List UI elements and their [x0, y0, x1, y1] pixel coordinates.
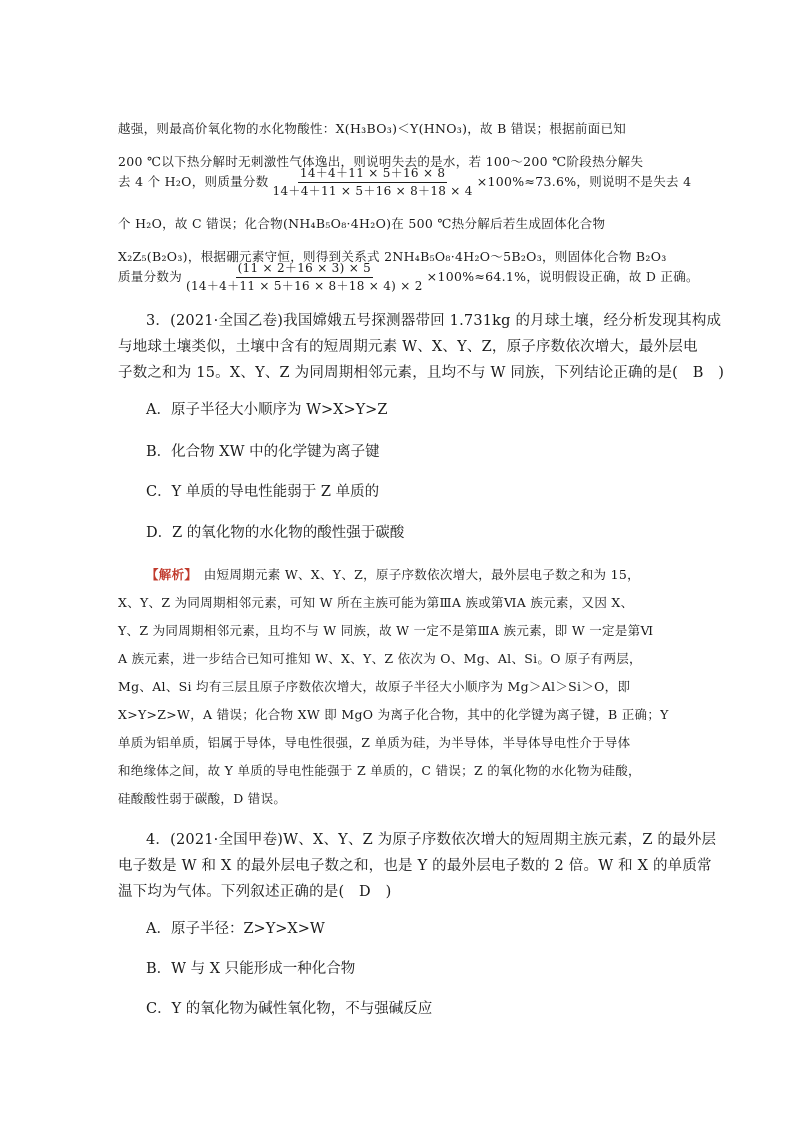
analysis-line: 单质为铝单质，铝属于导体，导电性很强，Z 单质为硅，为半导体，半导体导电性介于导体 [118, 735, 631, 750]
option-a: A．原子半径：Z>Y>X>W [146, 921, 325, 937]
solution-text: 质量分数为 [118, 269, 183, 284]
analysis-line: 和绝缘体之间，故 Y 单质的导电性能强于 Z 单质的，C 错误；Z 的氧化物的水化物为硅酸， [118, 763, 641, 778]
mass-fraction-formula [184, 261, 425, 294]
fraction-numerator: 14＋4＋11 × 5＋16 × 8 [298, 166, 447, 183]
analysis-text: 由短周期元素 W、X、Y、Z，原子序数依次增大，最外层电子数之和为 15， [190, 567, 640, 582]
fraction-numerator: (11 × 2＋16 × 3) × 5 [236, 261, 374, 278]
solution-line-fraction [118, 257, 699, 297]
analysis-line: Y、Z 为同周期相邻元素，且均不与 W 同族，故 W 一定不是第ⅢA 族元素，即 W 一定是第Ⅵ [118, 623, 654, 638]
question-stem-line: 子数之和为 15。X、Y、Z 为同周期相邻元素，且均不与 W 同族，下列结论正确的是( B ) [118, 365, 725, 381]
option-d: D．Z 的氧化物的水化物的酸性强于碳酸 [146, 525, 405, 541]
solution-text: 去 4 个 H₂O，则质量分数 [118, 174, 269, 189]
analysis-line: X、Y、Z 为同周期相邻元素，可知 W 所在主族可能为第ⅢA 族或第ⅥA 族元素，又因 X、 [118, 595, 634, 610]
option-a: A．原子半径大小顺序为 W>X>Y>Z [146, 402, 388, 418]
option-c: C．Y 的氧化物为碱性氧化物，不与强碱反应 [146, 1001, 433, 1017]
solution-line: X₂Z₅(B₂O₃)，根据硼元素守恒，则得到关系式 2NH₄B₅O₈·4H₂O～5B₂O₃，则固体化合物 B₂O₃ [118, 249, 667, 264]
solution-text: ×100%≈73.6%，则说明不是失去 4 [476, 174, 692, 189]
option-b: B．W 与 X 只能形成一种化合物 [146, 961, 356, 977]
solution-line: 越强，则最高价氧化物的水化物酸性：X(H₃BO₃)＜Y(HNO₃)，故 B 错误；根据前面已知 [118, 121, 627, 136]
option-b: B．化合物 XW 中的化学键为离子键 [146, 444, 380, 460]
analysis-line: 硅酸酸性弱于碳酸，D 错误。 [118, 791, 287, 806]
solution-line-fraction [118, 162, 691, 202]
solution-text: ×100%≈64.1%，说明假设正确，故 D 正确。 [426, 269, 699, 284]
analysis-line [146, 566, 640, 584]
option-c: C．Y 单质的导电性能弱于 Z 单质的 [146, 484, 380, 500]
fraction-denominator: (14＋4＋11 × 5＋16 × 8＋18 × 4) × 2 [186, 279, 423, 293]
solution-line: 200 ℃以下热分解时无刺激性气体逸出，则说明失去的是水，若 100～200 ℃阶段热分解失 [118, 154, 644, 169]
question-stem-line: 3．(2021·全国乙卷)我国嫦娥五号探测器带回 1.731kg 的月球土壤，经分析发现其构成 [146, 313, 722, 329]
mass-fraction-formula [271, 166, 475, 199]
question-stem-line: 与地球土壤类似，土壤中含有的短周期元素 W、X、Y、Z，原子序数依次增大，最外层电 [118, 339, 698, 355]
solution-line: 个 H₂O，故 C 错误；化合物(NH₄B₅O₈·4H₂O)在 500 ℃热分解后若生成固体化合物 [118, 216, 606, 231]
analysis-line: X>Y>Z>W，A 错误；化合物 XW 即 MgO 为离子化合物，其中的化学键为离子键，B 正确；Y [118, 707, 669, 722]
fraction-denominator: 14＋4＋11 × 5＋16 × 8＋18 × 4 [272, 184, 473, 198]
question-stem-line: 温下均为气体。下列叙述正确的是( D ) [118, 884, 392, 900]
question-stem-line: 4．(2021·全国甲卷)W、X、Y、Z 为原子序数依次增大的短周期主族元素，Z 的最外层 [146, 832, 717, 848]
analysis-line: A 族元素，进一步结合已知可推知 W、X、Y、Z 依次为 O、Mg、Al、Si。O 原子有两层， [118, 651, 642, 666]
analysis-line: Mg、Al、Si 均有三层且原子序数依次增大，故原子半径大小顺序为 Mg＞Al＞Si＞O，即 [118, 679, 631, 694]
analysis-tag: 【解析】 [146, 567, 191, 582]
question-stem-line: 电子数是 W 和 X 的最外层电子数之和，也是 Y 的最外层电子数的 2 倍。W 和 X 的单质常 [118, 858, 712, 874]
